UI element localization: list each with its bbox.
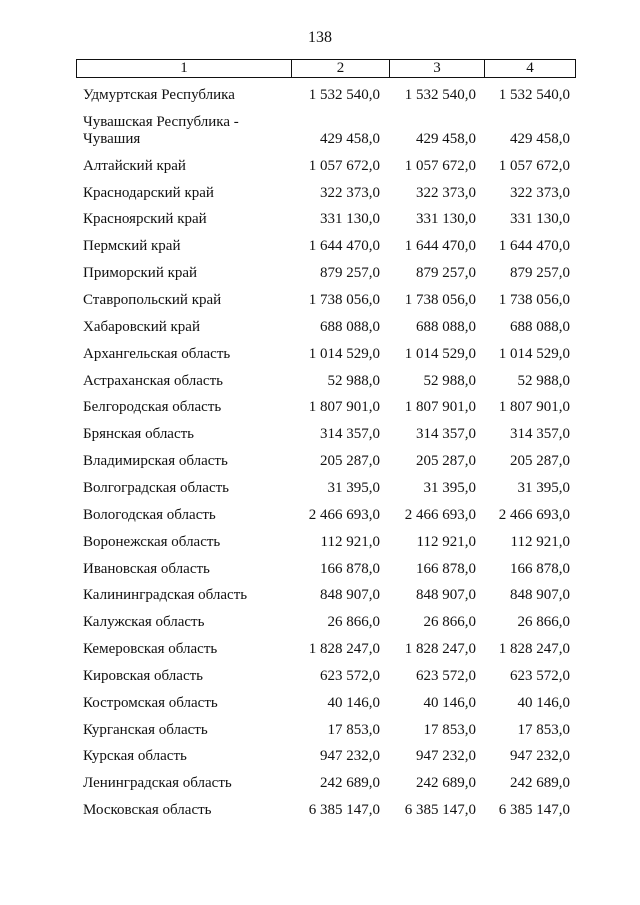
value-col-4: 166 878,0 (510, 560, 570, 577)
region-name: Красноярский край (83, 211, 207, 228)
value-col-2: 1 807 901,0 (308, 399, 380, 416)
value-col-2: 166 878,0 (320, 560, 380, 577)
value-col-3: 322 373,0 (416, 184, 476, 201)
table-row (0, 399, 640, 423)
region-name: Приморский край (83, 265, 198, 282)
table-row (0, 480, 640, 504)
value-col-4: 688 088,0 (510, 318, 570, 335)
value-col-2: 322 373,0 (320, 184, 380, 201)
table-row (0, 802, 640, 826)
value-col-3: 1 057 672,0 (404, 157, 476, 174)
table-row (0, 373, 640, 397)
table-row (0, 87, 640, 111)
value-col-4: 1 644 470,0 (498, 238, 570, 255)
value-col-2: 688 088,0 (320, 318, 380, 335)
value-col-2: 848 907,0 (320, 587, 380, 604)
value-col-3: 17 853,0 (423, 721, 476, 738)
region-name: Кемеровская область (83, 641, 218, 657)
value-col-3: 1 644 470,0 (404, 238, 476, 255)
value-col-4: 314 357,0 (510, 426, 570, 443)
table-row (0, 211, 640, 235)
value-col-2: 242 689,0 (320, 775, 380, 792)
value-col-4: 52 988,0 (517, 372, 570, 389)
region-name: Белгородская область (83, 399, 222, 416)
region-name: Калужская область (83, 614, 205, 631)
value-col-2: 17 853,0 (327, 721, 380, 738)
region-name: Воронежская область (83, 533, 221, 550)
value-col-2: 205 287,0 (320, 453, 380, 470)
header-cell-2: 2 (292, 60, 390, 77)
value-col-4: 848 907,0 (510, 587, 570, 604)
value-col-4: 17 853,0 (517, 721, 570, 738)
table-header-row (76, 59, 576, 78)
region-name: Ивановская область (83, 560, 210, 577)
value-col-2: 429 458,0 (320, 130, 380, 147)
table-row (0, 561, 640, 585)
value-col-3: 26 866,0 (423, 614, 476, 631)
header-cell-1: 1 (77, 60, 292, 77)
value-col-3: 688 088,0 (416, 318, 476, 335)
value-col-2: 40 146,0 (327, 694, 380, 711)
value-col-3: 31 395,0 (423, 479, 476, 496)
value-col-3: 623 572,0 (416, 667, 476, 684)
region-name: Вологодская область (83, 506, 216, 523)
value-col-2: 1 014 529,0 (308, 345, 380, 362)
value-col-2: 331 130,0 (320, 211, 380, 228)
table-row (0, 641, 640, 665)
value-col-4: 6 385 147,0 (498, 802, 570, 819)
value-col-4: 879 257,0 (510, 265, 570, 282)
table-row (0, 113, 640, 147)
region-name: Волгоградская область (83, 479, 229, 496)
table-row (0, 775, 640, 799)
page-number: 138 (308, 29, 332, 46)
value-col-4: 1 807 901,0 (498, 399, 570, 416)
table-row (0, 319, 640, 343)
value-col-2: 1 738 056,0 (308, 291, 380, 308)
header-cell-4: 4 (526, 60, 534, 76)
table-row (0, 614, 640, 638)
region-name: Ставропольский край (83, 291, 222, 308)
table-row (0, 185, 640, 209)
value-col-3: 314 357,0 (416, 426, 476, 443)
region-name: Курская область (83, 748, 187, 765)
table-row (0, 748, 640, 772)
region-name: Чувашская Республика - Чувашия (83, 113, 239, 147)
value-col-4: 331 130,0 (510, 211, 570, 228)
value-col-2: 1 532 540,0 (308, 87, 380, 103)
region-name: Хабаровский край (83, 318, 200, 335)
value-col-4: 1 738 056,0 (498, 291, 570, 308)
region-name: Курганская область (83, 721, 208, 738)
table-row (0, 722, 640, 746)
value-col-4: 322 373,0 (510, 184, 570, 201)
value-col-4: 429 458,0 (510, 130, 570, 147)
value-col-3: 1 828 247,0 (404, 641, 476, 657)
table-row (0, 668, 640, 692)
value-col-4: 1 828 247,0 (498, 641, 570, 657)
table-row (0, 265, 640, 289)
value-col-4: 112 921,0 (510, 533, 570, 550)
value-col-4: 1 532 540,0 (498, 87, 570, 103)
table-row (0, 587, 640, 611)
value-col-2: 1 644 470,0 (308, 238, 380, 255)
value-col-3: 242 689,0 (416, 775, 476, 792)
value-col-2: 26 866,0 (327, 614, 380, 631)
value-col-3: 879 257,0 (416, 265, 476, 282)
value-col-2: 947 232,0 (320, 748, 380, 765)
table-row (0, 238, 640, 262)
region-name: Брянская область (83, 426, 195, 443)
value-col-3: 205 287,0 (416, 453, 476, 470)
value-col-4: 242 689,0 (510, 775, 570, 792)
value-col-3: 2 466 693,0 (404, 506, 476, 523)
table-row (0, 507, 640, 531)
value-col-4: 1 057 672,0 (498, 157, 570, 174)
value-col-2: 2 466 693,0 (308, 506, 380, 523)
value-col-4: 947 232,0 (510, 748, 570, 765)
table-row (0, 158, 640, 182)
table-row (0, 426, 640, 450)
region-name: Костромская область (83, 694, 218, 711)
value-col-4: 205 287,0 (510, 453, 570, 470)
region-name: Пермский край (83, 238, 181, 255)
value-col-3: 331 130,0 (416, 211, 476, 228)
value-col-3: 1 014 529,0 (404, 345, 476, 362)
region-name: Удмуртская Республика (83, 87, 235, 103)
header-cell-3: 3 (390, 60, 485, 77)
region-name: Владимирская область (83, 453, 228, 470)
region-name: Московская область (83, 802, 212, 819)
value-col-4: 2 466 693,0 (498, 506, 570, 523)
region-name: Алтайский край (83, 157, 186, 174)
table-row (0, 346, 640, 370)
value-col-2: 314 357,0 (320, 426, 380, 443)
value-col-3: 848 907,0 (416, 587, 476, 604)
value-col-3: 1 532 540,0 (404, 87, 476, 103)
value-col-4: 26 866,0 (517, 614, 570, 631)
value-col-3: 1 807 901,0 (404, 399, 476, 416)
region-name: Кировская область (83, 667, 204, 684)
value-col-3: 52 988,0 (423, 372, 476, 389)
table-row (0, 453, 640, 477)
value-col-3: 6 385 147,0 (404, 802, 476, 819)
value-col-3: 1 738 056,0 (404, 291, 476, 308)
table-row (0, 695, 640, 719)
value-col-4: 1 014 529,0 (498, 345, 570, 362)
value-col-2: 1 828 247,0 (308, 641, 380, 657)
value-col-4: 623 572,0 (510, 667, 570, 684)
value-col-2: 1 057 672,0 (308, 157, 380, 174)
value-col-2: 112 921,0 (320, 533, 380, 550)
region-name: Астраханская область (83, 372, 223, 389)
value-col-3: 40 146,0 (423, 694, 476, 711)
value-col-3: 429 458,0 (416, 130, 476, 147)
region-name: Ленинградская область (83, 775, 232, 792)
region-name: Архангельская область (83, 345, 231, 362)
value-col-2: 879 257,0 (320, 265, 380, 282)
table-row (0, 292, 640, 316)
value-col-2: 52 988,0 (327, 372, 380, 389)
value-col-2: 31 395,0 (327, 479, 380, 496)
value-col-3: 112 921,0 (416, 533, 476, 550)
value-col-2: 6 385 147,0 (308, 802, 380, 819)
value-col-4: 31 395,0 (517, 479, 570, 496)
value-col-4: 40 146,0 (517, 694, 570, 711)
value-col-3: 947 232,0 (416, 748, 476, 765)
region-name: Краснодарский край (83, 184, 214, 201)
table-row (0, 534, 640, 558)
value-col-3: 166 878,0 (416, 560, 476, 577)
region-name: Калининградская область (83, 587, 248, 604)
value-col-2: 623 572,0 (320, 667, 380, 684)
